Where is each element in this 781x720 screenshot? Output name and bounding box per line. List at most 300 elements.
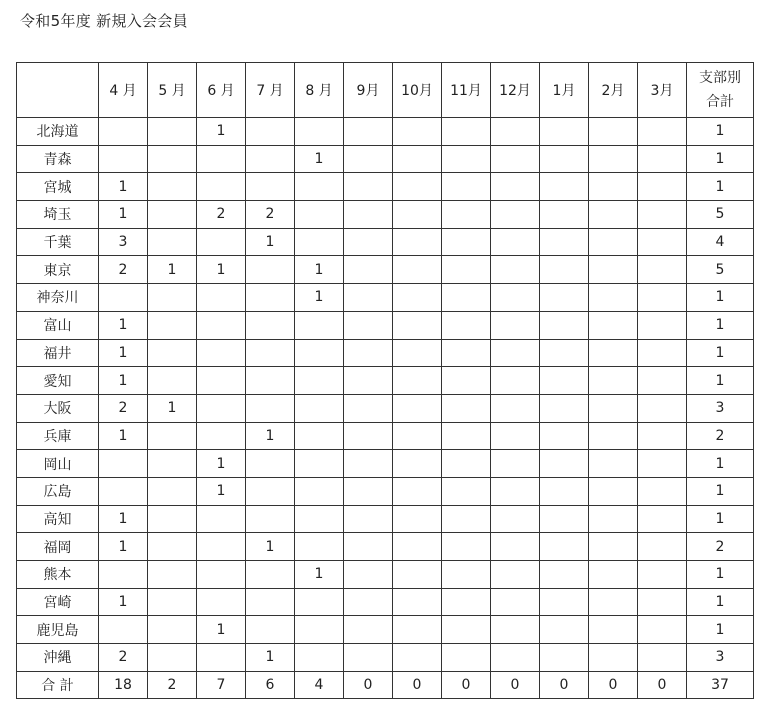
month-count-cell bbox=[638, 422, 687, 450]
branch-total-header bbox=[687, 63, 754, 118]
month-count-cell bbox=[393, 228, 442, 256]
prefecture-name: 福岡 bbox=[17, 533, 99, 561]
table-row bbox=[17, 505, 754, 533]
month-count-cell bbox=[589, 477, 638, 505]
month-count-cell bbox=[442, 284, 491, 312]
table-row bbox=[17, 145, 754, 173]
month-count-cell bbox=[344, 145, 393, 173]
branch-total-cell: 1 bbox=[687, 339, 754, 367]
month-header: 5 月 bbox=[148, 63, 197, 118]
branch-total-cell: 1 bbox=[687, 450, 754, 478]
month-count-cell bbox=[246, 394, 295, 422]
month-count-cell bbox=[442, 228, 491, 256]
month-count-cell bbox=[491, 588, 540, 616]
month-count-cell bbox=[246, 311, 295, 339]
prefecture-name: 千葉 bbox=[17, 228, 99, 256]
month-count-cell: 1 bbox=[246, 533, 295, 561]
month-count-cell: 1 bbox=[99, 339, 148, 367]
month-count-cell bbox=[540, 644, 589, 672]
header-corner-cell bbox=[17, 63, 99, 118]
prefecture-name: 宮崎 bbox=[17, 588, 99, 616]
month-count-cell bbox=[148, 588, 197, 616]
month-total-cell: 6 bbox=[246, 671, 295, 699]
month-count-cell bbox=[540, 477, 589, 505]
month-count-cell: 2 bbox=[99, 644, 148, 672]
month-count-cell bbox=[638, 588, 687, 616]
month-count-cell bbox=[638, 228, 687, 256]
month-count-cell bbox=[638, 118, 687, 146]
month-count-cell bbox=[442, 616, 491, 644]
month-count-cell bbox=[99, 616, 148, 644]
month-count-cell bbox=[540, 256, 589, 284]
prefecture-name: 熊本 bbox=[17, 561, 99, 589]
month-count-cell bbox=[295, 588, 344, 616]
prefecture-name: 兵庫 bbox=[17, 422, 99, 450]
month-count-cell bbox=[491, 173, 540, 201]
month-count-cell bbox=[295, 173, 344, 201]
month-count-cell bbox=[393, 505, 442, 533]
month-count-cell bbox=[148, 367, 197, 395]
month-count-cell bbox=[638, 477, 687, 505]
month-count-cell bbox=[393, 394, 442, 422]
month-count-cell bbox=[393, 644, 442, 672]
month-count-cell bbox=[589, 616, 638, 644]
month-count-cell bbox=[540, 284, 589, 312]
month-count-cell bbox=[442, 367, 491, 395]
branch-total-cell: 5 bbox=[687, 256, 754, 284]
month-count-cell: 1 bbox=[99, 311, 148, 339]
month-header: 3月 bbox=[638, 63, 687, 118]
month-count-cell bbox=[344, 505, 393, 533]
month-count-cell bbox=[393, 422, 442, 450]
month-count-cell bbox=[99, 118, 148, 146]
month-count-cell bbox=[344, 616, 393, 644]
prefecture-name: 埼玉 bbox=[17, 201, 99, 229]
month-count-cell bbox=[589, 173, 638, 201]
prefecture-name: 鹿児島 bbox=[17, 616, 99, 644]
branch-total-header-line2: 合計 bbox=[706, 94, 734, 110]
month-count-cell bbox=[638, 173, 687, 201]
month-count-cell bbox=[246, 588, 295, 616]
month-count-cell bbox=[344, 477, 393, 505]
month-count-cell bbox=[295, 118, 344, 146]
month-count-cell: 1 bbox=[99, 367, 148, 395]
branch-total-cell: 1 bbox=[687, 616, 754, 644]
prefecture-name: 高知 bbox=[17, 505, 99, 533]
branch-total-cell: 1 bbox=[687, 477, 754, 505]
table-row bbox=[17, 422, 754, 450]
month-count-cell bbox=[344, 422, 393, 450]
month-count-cell bbox=[491, 394, 540, 422]
prefecture-name: 神奈川 bbox=[17, 284, 99, 312]
month-count-cell bbox=[540, 422, 589, 450]
header-row bbox=[17, 63, 754, 118]
month-header: 6 月 bbox=[197, 63, 246, 118]
branch-total-cell: 3 bbox=[687, 644, 754, 672]
month-count-cell bbox=[295, 422, 344, 450]
month-count-cell bbox=[148, 450, 197, 478]
month-count-cell bbox=[540, 561, 589, 589]
month-count-cell: 3 bbox=[99, 228, 148, 256]
month-header: 7 月 bbox=[246, 63, 295, 118]
month-count-cell bbox=[148, 228, 197, 256]
month-count-cell bbox=[197, 422, 246, 450]
month-count-cell bbox=[246, 505, 295, 533]
month-count-cell bbox=[99, 561, 148, 589]
month-count-cell bbox=[295, 477, 344, 505]
month-count-cell bbox=[442, 145, 491, 173]
table-row bbox=[17, 533, 754, 561]
month-count-cell bbox=[589, 588, 638, 616]
month-count-cell bbox=[197, 394, 246, 422]
month-count-cell bbox=[589, 561, 638, 589]
month-count-cell bbox=[148, 644, 197, 672]
month-count-cell bbox=[344, 284, 393, 312]
month-count-cell bbox=[344, 367, 393, 395]
month-count-cell bbox=[197, 145, 246, 173]
month-count-cell bbox=[148, 118, 197, 146]
month-count-cell: 1 bbox=[99, 533, 148, 561]
month-count-cell bbox=[148, 422, 197, 450]
month-count-cell: 1 bbox=[197, 616, 246, 644]
branch-total-cell: 3 bbox=[687, 394, 754, 422]
month-count-cell bbox=[246, 477, 295, 505]
month-count-cell bbox=[589, 394, 638, 422]
month-count-cell bbox=[148, 201, 197, 229]
branch-total-header-line1: 支部別 bbox=[699, 70, 741, 86]
month-count-cell bbox=[491, 533, 540, 561]
month-count-cell bbox=[442, 561, 491, 589]
month-count-cell bbox=[442, 477, 491, 505]
prefecture-name: 愛知 bbox=[17, 367, 99, 395]
month-count-cell bbox=[295, 311, 344, 339]
prefecture-name: 北海道 bbox=[17, 118, 99, 146]
table-row bbox=[17, 201, 754, 229]
month-count-cell bbox=[393, 477, 442, 505]
month-count-cell bbox=[540, 311, 589, 339]
month-header: 12月 bbox=[491, 63, 540, 118]
month-count-cell bbox=[589, 256, 638, 284]
month-total-cell: 7 bbox=[197, 671, 246, 699]
month-count-cell bbox=[540, 339, 589, 367]
month-count-cell bbox=[393, 311, 442, 339]
month-count-cell bbox=[442, 173, 491, 201]
month-count-cell: 1 bbox=[197, 477, 246, 505]
month-count-cell bbox=[442, 339, 491, 367]
month-count-cell bbox=[540, 450, 589, 478]
month-count-cell bbox=[491, 422, 540, 450]
month-count-cell bbox=[589, 339, 638, 367]
branch-total-cell: 1 bbox=[687, 588, 754, 616]
month-count-cell: 1 bbox=[99, 588, 148, 616]
month-count-cell bbox=[491, 145, 540, 173]
month-count-cell bbox=[442, 450, 491, 478]
month-count-cell bbox=[442, 394, 491, 422]
month-count-cell bbox=[491, 477, 540, 505]
branch-total-cell: 1 bbox=[687, 118, 754, 146]
month-count-cell bbox=[197, 367, 246, 395]
month-count-cell bbox=[246, 173, 295, 201]
month-count-cell bbox=[540, 367, 589, 395]
month-total-cell: 0 bbox=[442, 671, 491, 699]
branch-total-cell: 1 bbox=[687, 367, 754, 395]
month-count-cell bbox=[491, 284, 540, 312]
month-header: 8 月 bbox=[295, 63, 344, 118]
document-title: 令和5年度 新規入会会員 bbox=[20, 12, 188, 30]
month-count-cell: 1 bbox=[197, 256, 246, 284]
month-count-cell bbox=[540, 505, 589, 533]
month-count-cell bbox=[540, 201, 589, 229]
month-count-cell bbox=[197, 644, 246, 672]
prefecture-name: 青森 bbox=[17, 145, 99, 173]
month-count-cell bbox=[246, 118, 295, 146]
month-count-cell bbox=[197, 533, 246, 561]
month-count-cell bbox=[589, 118, 638, 146]
table-row bbox=[17, 228, 754, 256]
month-count-cell bbox=[393, 533, 442, 561]
table-row bbox=[17, 256, 754, 284]
month-count-cell bbox=[491, 256, 540, 284]
month-count-cell: 1 bbox=[246, 422, 295, 450]
month-count-cell: 2 bbox=[99, 394, 148, 422]
month-count-cell bbox=[197, 311, 246, 339]
branch-total-cell: 1 bbox=[687, 173, 754, 201]
month-count-cell bbox=[540, 616, 589, 644]
month-count-cell bbox=[148, 339, 197, 367]
month-count-cell bbox=[638, 311, 687, 339]
month-count-cell bbox=[589, 284, 638, 312]
month-count-cell: 1 bbox=[99, 173, 148, 201]
month-count-cell bbox=[344, 450, 393, 478]
month-count-cell: 1 bbox=[197, 118, 246, 146]
month-count-cell bbox=[540, 533, 589, 561]
month-count-cell: 1 bbox=[99, 505, 148, 533]
month-count-cell bbox=[589, 367, 638, 395]
month-count-cell bbox=[295, 616, 344, 644]
month-count-cell bbox=[442, 201, 491, 229]
table-row bbox=[17, 284, 754, 312]
month-count-cell bbox=[295, 228, 344, 256]
month-count-cell bbox=[197, 505, 246, 533]
month-count-cell bbox=[344, 644, 393, 672]
month-count-cell bbox=[295, 339, 344, 367]
table-row bbox=[17, 616, 754, 644]
month-count-cell: 1 bbox=[99, 422, 148, 450]
month-count-cell bbox=[295, 644, 344, 672]
month-count-cell: 1 bbox=[148, 394, 197, 422]
month-count-cell bbox=[197, 228, 246, 256]
month-count-cell bbox=[491, 118, 540, 146]
month-count-cell bbox=[589, 201, 638, 229]
month-count-cell bbox=[491, 201, 540, 229]
month-count-cell bbox=[99, 450, 148, 478]
month-count-cell bbox=[491, 561, 540, 589]
branch-total-cell: 2 bbox=[687, 422, 754, 450]
month-count-cell: 1 bbox=[197, 450, 246, 478]
month-count-cell bbox=[246, 367, 295, 395]
month-header: 4 月 bbox=[99, 63, 148, 118]
month-count-cell bbox=[540, 588, 589, 616]
month-count-cell bbox=[344, 118, 393, 146]
month-count-cell bbox=[638, 145, 687, 173]
month-count-cell: 2 bbox=[246, 201, 295, 229]
month-count-cell: 1 bbox=[246, 228, 295, 256]
month-count-cell bbox=[491, 450, 540, 478]
month-count-cell bbox=[148, 616, 197, 644]
month-count-cell bbox=[197, 339, 246, 367]
month-count-cell bbox=[638, 394, 687, 422]
month-count-cell bbox=[246, 339, 295, 367]
prefecture-name: 広島 bbox=[17, 477, 99, 505]
table-row bbox=[17, 450, 754, 478]
month-count-cell bbox=[344, 339, 393, 367]
month-header: 2月 bbox=[589, 63, 638, 118]
month-count-cell bbox=[393, 367, 442, 395]
month-count-cell bbox=[442, 505, 491, 533]
month-count-cell bbox=[442, 118, 491, 146]
month-count-cell: 1 bbox=[295, 256, 344, 284]
month-count-cell bbox=[442, 644, 491, 672]
month-count-cell bbox=[540, 228, 589, 256]
branch-total-cell: 1 bbox=[687, 561, 754, 589]
month-count-cell bbox=[246, 450, 295, 478]
month-count-cell bbox=[295, 394, 344, 422]
prefecture-name: 岡山 bbox=[17, 450, 99, 478]
month-count-cell bbox=[148, 311, 197, 339]
month-count-cell bbox=[197, 173, 246, 201]
month-count-cell bbox=[393, 201, 442, 229]
branch-total-cell: 1 bbox=[687, 505, 754, 533]
month-count-cell bbox=[491, 644, 540, 672]
totals-label: 合 計 bbox=[17, 671, 99, 699]
month-count-cell bbox=[638, 616, 687, 644]
month-count-cell bbox=[491, 339, 540, 367]
month-count-cell bbox=[393, 588, 442, 616]
table-row bbox=[17, 367, 754, 395]
month-count-cell bbox=[148, 505, 197, 533]
month-total-cell: 4 bbox=[295, 671, 344, 699]
prefecture-name: 富山 bbox=[17, 311, 99, 339]
month-count-cell bbox=[491, 228, 540, 256]
month-count-cell bbox=[393, 339, 442, 367]
table-row bbox=[17, 394, 754, 422]
month-count-cell bbox=[295, 533, 344, 561]
month-count-cell bbox=[638, 505, 687, 533]
month-count-cell bbox=[589, 644, 638, 672]
month-count-cell bbox=[589, 311, 638, 339]
month-count-cell bbox=[99, 145, 148, 173]
month-count-cell bbox=[344, 228, 393, 256]
month-count-cell bbox=[393, 284, 442, 312]
month-count-cell bbox=[393, 616, 442, 644]
month-count-cell bbox=[344, 311, 393, 339]
month-count-cell bbox=[393, 145, 442, 173]
month-header: 1月 bbox=[540, 63, 589, 118]
table-row bbox=[17, 339, 754, 367]
month-count-cell: 1 bbox=[148, 256, 197, 284]
month-count-cell bbox=[393, 256, 442, 284]
prefecture-name: 宮城 bbox=[17, 173, 99, 201]
month-total-cell: 0 bbox=[491, 671, 540, 699]
month-count-cell bbox=[491, 367, 540, 395]
month-count-cell bbox=[393, 561, 442, 589]
month-count-cell bbox=[638, 339, 687, 367]
month-count-cell: 1 bbox=[99, 201, 148, 229]
month-count-cell bbox=[295, 505, 344, 533]
month-count-cell bbox=[344, 588, 393, 616]
branch-total-cell: 4 bbox=[687, 228, 754, 256]
month-count-cell bbox=[148, 284, 197, 312]
month-count-cell: 1 bbox=[295, 561, 344, 589]
branch-total-cell: 2 bbox=[687, 533, 754, 561]
month-count-cell bbox=[491, 311, 540, 339]
prefecture-name: 東京 bbox=[17, 256, 99, 284]
month-count-cell bbox=[148, 533, 197, 561]
branch-total-cell: 1 bbox=[687, 145, 754, 173]
membership-table bbox=[16, 62, 754, 699]
month-count-cell bbox=[295, 367, 344, 395]
month-count-cell bbox=[638, 450, 687, 478]
month-count-cell bbox=[442, 422, 491, 450]
branch-total-cell: 1 bbox=[687, 311, 754, 339]
table-row bbox=[17, 561, 754, 589]
month-count-cell bbox=[344, 173, 393, 201]
prefecture-name: 福井 bbox=[17, 339, 99, 367]
month-count-cell bbox=[393, 173, 442, 201]
month-count-cell bbox=[246, 284, 295, 312]
month-count-cell bbox=[344, 561, 393, 589]
month-count-cell bbox=[99, 477, 148, 505]
month-count-cell: 2 bbox=[99, 256, 148, 284]
month-count-cell bbox=[246, 145, 295, 173]
month-count-cell: 1 bbox=[295, 145, 344, 173]
month-count-cell bbox=[540, 173, 589, 201]
prefecture-name: 沖縄 bbox=[17, 644, 99, 672]
month-count-cell bbox=[197, 588, 246, 616]
month-count-cell bbox=[148, 561, 197, 589]
month-total-cell: 0 bbox=[638, 671, 687, 699]
table-row bbox=[17, 644, 754, 672]
month-count-cell bbox=[197, 561, 246, 589]
month-total-cell: 0 bbox=[540, 671, 589, 699]
branch-total-cell: 5 bbox=[687, 201, 754, 229]
month-count-cell bbox=[638, 284, 687, 312]
month-count-cell bbox=[344, 256, 393, 284]
month-total-cell: 0 bbox=[589, 671, 638, 699]
month-count-cell bbox=[344, 533, 393, 561]
month-count-cell bbox=[393, 118, 442, 146]
prefecture-name: 大阪 bbox=[17, 394, 99, 422]
month-count-cell bbox=[99, 284, 148, 312]
month-count-cell bbox=[638, 533, 687, 561]
month-count-cell bbox=[589, 228, 638, 256]
month-count-cell bbox=[246, 561, 295, 589]
month-count-cell bbox=[638, 201, 687, 229]
month-total-cell: 18 bbox=[99, 671, 148, 699]
month-count-cell bbox=[148, 477, 197, 505]
month-total-cell: 0 bbox=[393, 671, 442, 699]
table-row bbox=[17, 118, 754, 146]
table-row bbox=[17, 173, 754, 201]
month-count-cell bbox=[638, 644, 687, 672]
month-header: 11月 bbox=[442, 63, 491, 118]
month-count-cell bbox=[295, 450, 344, 478]
month-count-cell: 1 bbox=[295, 284, 344, 312]
month-count-cell bbox=[589, 450, 638, 478]
grand-total-cell: 37 bbox=[687, 671, 754, 699]
month-count-cell bbox=[589, 422, 638, 450]
month-count-cell bbox=[393, 450, 442, 478]
